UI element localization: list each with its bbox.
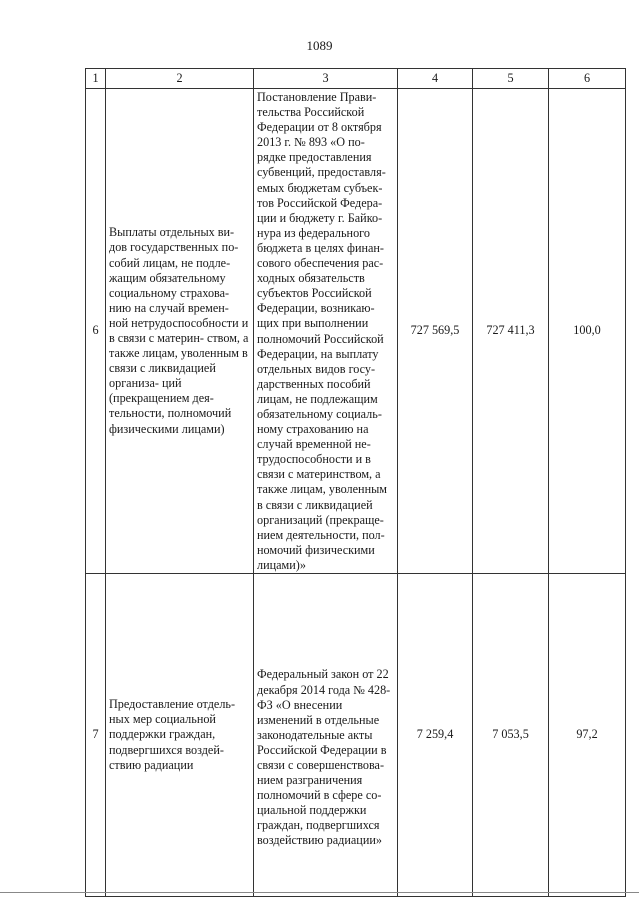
legal-basis: Постановление Прави- тельства Российской Федерации от 8 октября 2013 г. № 893 «О по- рядке предоставления субвенций, предоставля- емых бюджетам субъек- тов Российской Федера- ции и бюджету г. Байко- нура из федерального бюджета в целях финан- сового обеспечения рас- ходных обязательств субъектов Российской Федерации, возникаю- щих при выполнении полномочий Российской Федерации, на выплату отдельных видов госу- дарственных пособий лицам, не подлежащим обязательному социаль- ному страхованию на случай временной не- трудоспособности и в связи с материнством, а также лицам, уволенным в связи с ликвидацией организаций (прекраще- нием деятельности, пол- номочий физическими лицами)»	[254, 89, 398, 574]
value-col5: 727 411,3	[473, 89, 549, 574]
header-cell: 2	[106, 69, 254, 89]
header-cell: 6	[549, 69, 626, 89]
page-number: 1089	[306, 38, 333, 53]
value-col4: 727 569,5	[398, 89, 473, 574]
header-cell: 3	[254, 69, 398, 89]
table-row	[86, 89, 626, 574]
value-col4: 7 259,4	[398, 574, 473, 897]
value-col6: 100,0	[549, 89, 626, 574]
table-row	[86, 574, 626, 897]
expense-name: Предоставление отдель- ных мер социальной поддержки граждан, подвергшихся воздей- ствию радиации	[106, 574, 254, 897]
scan-bottom-edge	[0, 892, 639, 893]
legal-basis: Федеральный закон от 22 декабря 2014 года № 428-ФЗ «О внесении изменений в отдельные законодательные акты Российской Федерации в связи с совершенствова- нием разграничения полномочий в сфере со- циальной поддержки граждан, подвергшихся воздействию радиации»	[254, 574, 398, 897]
expense-name: Выплаты отдельных ви- дов государственных по- собий лицам, не подле- жащим обязательному социальному страхова- нию на случай времен- ной нетрудоспособности и в связи с материн- ством, а также лицам, уволенным в связи с ликвидацией организа- ций (прекращением дея- тельности, полномочий физическими лицами)	[106, 89, 254, 574]
value-col5: 7 053,5	[473, 574, 549, 897]
header-cell: 1	[86, 69, 106, 89]
header-cell: 5	[473, 69, 549, 89]
report-table	[85, 68, 626, 897]
header-cell: 4	[398, 69, 473, 89]
row-number: 6	[86, 89, 106, 574]
value-col6: 97,2	[549, 574, 626, 897]
table-header-row	[86, 69, 626, 89]
row-number: 7	[86, 574, 106, 897]
